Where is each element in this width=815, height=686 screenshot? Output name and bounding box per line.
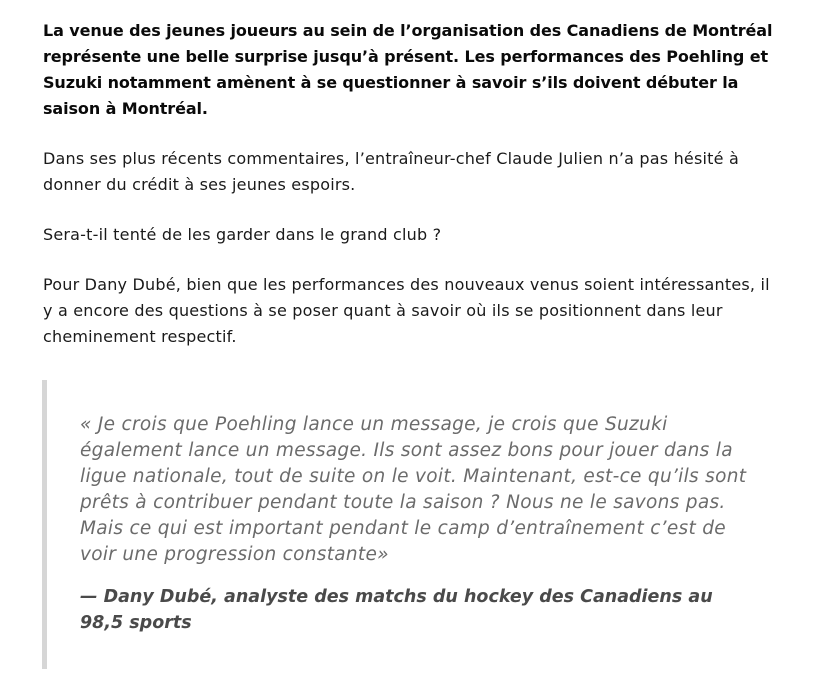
paragraph-dany-dube: Pour Dany Dubé, bien que les performances des nouveaux venus soient intéressantes, il y a encore des questions à se poser quant à savoir où ils se positionnent dans leur cheminement respectif. [43, 275, 770, 346]
blockquote [42, 380, 762, 669]
article-body [43, 18, 773, 350]
quote-text: « Je crois que Poehling lance un message, je crois que Suzuki également lance un message. Ils sont assez bons pour jouer dans la ligue nationale, tout de suite on le voit. Maintenant, est-ce qu’ils sont prêts à contribuer pendant toute la saison ? Nous ne le savons pas. Mais ce qui est important pendant le camp d’entraînement c’est de voir une progression constante» [80, 414, 747, 565]
lead-paragraph: La venue des jeunes joueurs au sein de l’organisation des Canadiens de Montréal représente une belle surprise jusqu’à présent. Les performances des Poehling et Suzuki notamment amènent à se questionner à savoir s’ils doivent débuter la saison à Montréal. [43, 21, 773, 118]
quote-citation: — Dany Dubé, analyste des matchs du hockey des Canadiens au 98,5 sports [80, 587, 713, 633]
paragraph-coach-comments: Dans ses plus récents commentaires, l’entraîneur-chef Claude Julien n’a pas hésité à donner du crédit à ses jeunes espoirs. [43, 149, 739, 194]
paragraph-question: Sera-t-il tenté de les garder dans le grand club ? [43, 225, 442, 244]
